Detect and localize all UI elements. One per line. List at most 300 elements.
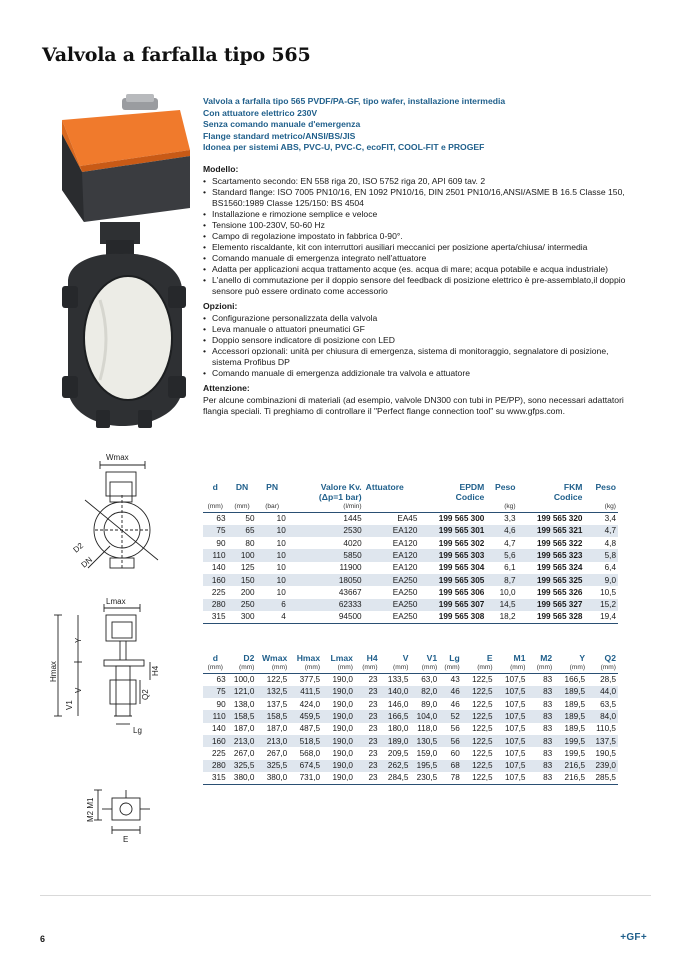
table-cell: 122,5 (472, 748, 493, 758)
table-cell: 118,0 (417, 724, 438, 734)
label-y: Y (74, 637, 83, 643)
table-cell: EA120 (364, 525, 420, 537)
table-cell: 190,0 (332, 699, 353, 709)
table-row (203, 537, 618, 549)
table-cell: 225 (211, 587, 226, 597)
column-header (257, 492, 288, 502)
column-unit: (mm) (234, 503, 250, 510)
table-header-row (203, 482, 618, 492)
table-cell: 267,0 (266, 748, 288, 758)
column-header (486, 492, 517, 502)
column-header (364, 492, 420, 502)
attenzione-text: Per alcune combinazioni di materiali (ad esempio, valvole DN300 con tubi in PE/PP), sono necessari adattatori flangia speciali. Ti preghiamo di controllare il "Perfect flange connection tool" su www.gfps.com. (203, 394, 624, 416)
column-header: M2 (540, 653, 553, 663)
table-cell: 10 (257, 525, 288, 537)
column-header (228, 492, 257, 502)
table-cell: 10 (276, 563, 286, 573)
column-unit: (mm) (536, 664, 553, 671)
table-cell: 200 (240, 587, 255, 597)
label-hmax: Hmax (49, 661, 58, 682)
table-cell: 122,5 (462, 674, 495, 686)
table-cell: 239,0 (587, 760, 618, 772)
table-cell: 78 (439, 772, 462, 784)
table-cell: 107,5 (504, 748, 526, 758)
list-item: • Adatta per applicazioni acqua trattamento acque (es. acqua di mare; acqua potabile e acqua industriale) (203, 264, 628, 275)
table-unit-row (203, 663, 618, 674)
column-unit: (mm) (510, 664, 526, 671)
table-row (203, 735, 618, 747)
table-cell: 190,0 (322, 760, 355, 772)
heading-line: Flange standard metrico/ANSI/BS/JIS (203, 130, 356, 141)
table-cell: 199 565 325 (518, 574, 585, 586)
table-cell: 122,5 (472, 699, 493, 709)
column-header: V (402, 653, 409, 663)
table-cell: 4,8 (604, 538, 616, 548)
table-cell: 380,0 (228, 772, 257, 784)
table-cell: 122,5 (472, 724, 493, 734)
table-cell: 122,5 (462, 772, 495, 784)
table-cell: 158,5 (228, 710, 257, 722)
table-cell: 122,5 (462, 760, 495, 772)
column-unit (364, 502, 420, 513)
table-cell: 213,0 (256, 735, 289, 747)
table-cell: 14,5 (486, 599, 517, 611)
table-cell: 3,3 (486, 513, 517, 525)
table-cell: 190,0 (332, 748, 353, 758)
column-unit (518, 502, 585, 513)
table-cell: 83 (527, 772, 554, 784)
table-cell: 46 (450, 699, 460, 709)
table-cell: 199 565 327 (518, 599, 585, 611)
opzioni-list (203, 313, 628, 379)
table-cell: 187,0 (266, 724, 288, 734)
table-cell: 487,5 (299, 724, 321, 734)
table-cell: 731,0 (289, 772, 322, 784)
column-header: D2 (243, 653, 255, 663)
table-row (203, 586, 618, 598)
table-cell: 107,5 (495, 686, 528, 698)
table-cell: 9,0 (584, 574, 618, 586)
table-cell: 56 (439, 735, 462, 747)
table-cell: 63,5 (600, 699, 616, 709)
table-cell: 4,7 (584, 525, 618, 537)
column-header (203, 492, 228, 502)
table-cell: 284,5 (380, 772, 411, 784)
table-cell: 107,5 (504, 699, 526, 709)
table-cell: 199 565 305 (419, 574, 486, 586)
label-dn: DN (79, 555, 95, 570)
table-cell: 100,0 (228, 674, 257, 686)
list-item: • Installazione e rimozione semplice e veloce (203, 209, 628, 220)
table-cell: EA250 (364, 574, 420, 586)
table-cell: 23 (355, 686, 380, 698)
column-unit: (mm) (362, 664, 378, 671)
column-header: EPDM (459, 482, 485, 492)
table-cell: 216,5 (554, 760, 587, 772)
table-cell: 43667 (338, 587, 362, 597)
table-cell: 199 565 323 (518, 549, 585, 561)
table-cell: 133,5 (380, 674, 411, 686)
table-cell: 300 (228, 611, 257, 623)
table-cell: 107,5 (495, 772, 528, 784)
table-cell: 189,5 (564, 699, 586, 709)
page-title: Valvola a farfalla tipo 565 (42, 44, 311, 66)
table-cell: 122,5 (256, 674, 289, 686)
table-cell: 190,0 (322, 772, 355, 784)
table-row (203, 747, 618, 759)
table-cell: EA250 (364, 611, 420, 623)
table-cell: 199 565 328 (518, 611, 585, 623)
table-cell: 138,0 (233, 699, 255, 709)
table-cell: 518,5 (289, 735, 322, 747)
label-lmax: Lmax (106, 597, 126, 606)
column-header: Codice (553, 492, 583, 502)
table-cell: 674,5 (289, 760, 322, 772)
table-cell: 137,5 (587, 735, 618, 747)
table-cell: EA250 (392, 587, 418, 597)
table-cell: 23 (368, 748, 378, 758)
column-header: Peso (595, 482, 616, 492)
table-cell: 199 565 324 (536, 563, 583, 573)
table-cell: 89,0 (421, 699, 438, 709)
column-unit: (mm) (569, 664, 586, 671)
table-cell: 83 (527, 710, 554, 722)
modello-title: Modello: (203, 163, 239, 174)
table-cell: 107,5 (495, 710, 528, 722)
table-cell: 56 (450, 724, 460, 734)
list-item: • Doppio sensore indicatore di posizione con LED (203, 335, 628, 346)
table-cell: 23 (355, 710, 380, 722)
table-cell: 18050 (288, 574, 364, 586)
list-item: • L'anello di commutazione per il doppio sensore del feedback di posizione elettrico è pre-assemblato,il doppio sensore può essere ordinato come accessorio (203, 275, 628, 297)
table-cell: 377,5 (289, 674, 322, 686)
table-cell: 159,0 (416, 748, 438, 758)
table-cell: 424,0 (299, 699, 321, 709)
table-row (203, 772, 618, 784)
table-cell: 4,7 (504, 538, 516, 548)
list-item: • Scartamento secondo: EN 558 riga 20, ISO 5752 riga 20, API 609 tav. 2 (203, 176, 628, 187)
table-cell: 107,5 (495, 674, 528, 686)
column-unit (419, 502, 486, 513)
table-cell: 23 (368, 699, 378, 709)
table-cell: 199 565 300 (419, 513, 486, 525)
label-m2m1: M2 M1 (86, 797, 95, 822)
table-cell: 23 (355, 674, 380, 686)
table-cell: 190,0 (332, 724, 353, 734)
column-header: E (486, 653, 493, 663)
label-q2: Q2 (141, 689, 150, 700)
table-cell: 125 (240, 563, 255, 573)
column-unit: (l/min) (343, 503, 362, 510)
table-cell: 6 (257, 599, 288, 611)
table-cell: 6,1 (504, 563, 516, 573)
table-body (203, 513, 618, 624)
table-cell: 80 (245, 538, 255, 548)
table-cell: 459,5 (289, 710, 322, 722)
table-cell: 199 565 307 (419, 599, 486, 611)
table-cell: 190,0 (322, 674, 355, 686)
gf-logo: +GF+ (620, 932, 647, 943)
column-header: V1 (426, 653, 438, 663)
table-cell: 150 (228, 574, 257, 586)
table-cell: 199 565 320 (518, 513, 585, 525)
table-row (203, 710, 618, 722)
table-cell: 315 (203, 772, 228, 784)
table-cell: 23 (355, 735, 380, 747)
table-row (203, 513, 618, 525)
column-unit: (mm) (207, 664, 224, 671)
table-cell: 5,8 (584, 549, 618, 561)
table-header-row (203, 492, 618, 502)
table-cell: 23 (355, 772, 380, 784)
column-header: d (212, 653, 218, 663)
table-cell: 137,5 (266, 699, 288, 709)
table-row (203, 723, 618, 735)
table-cell: 90 (216, 538, 226, 548)
dimensions-table (203, 653, 618, 785)
table-cell: 122,5 (462, 710, 495, 722)
column-header: FKM (563, 482, 583, 492)
heading-line: Idonea per sistemi ABS, PVC-U, PVC-C, ecoFIT, COOL-FIT e PROGEF (203, 142, 485, 152)
drawing-top-view (85, 461, 158, 570)
column-unit: (mm) (239, 664, 255, 671)
table-header-row (203, 653, 618, 663)
table-cell: 4 (257, 611, 288, 623)
table-cell: 63 (203, 513, 228, 525)
table-cell: 5,6 (486, 549, 517, 561)
label-v: V (74, 687, 83, 693)
table-cell: 62333 (288, 599, 364, 611)
table-cell: 140 (211, 724, 226, 734)
table-cell: 216,5 (554, 772, 587, 784)
column-unit: (mm) (337, 664, 353, 671)
table-cell: 83 (527, 760, 554, 772)
table-cell: 280 (203, 599, 228, 611)
list-item: • Tensione 100-230V, 50-60 Hz (203, 220, 628, 231)
column-unit: (mm) (207, 503, 223, 510)
table-cell: 3,4 (584, 513, 618, 525)
table-cell: 107,5 (495, 760, 528, 772)
column-header: Attuatore (365, 482, 404, 492)
column-header: PN (266, 482, 279, 492)
column-unit: (mm) (477, 664, 493, 671)
heading-line: Senza comando manuale d'emergenza (203, 119, 361, 129)
table-row (203, 698, 618, 710)
table-cell: 160 (203, 574, 228, 586)
table-cell: 83 (543, 699, 553, 709)
table-cell: 1445 (288, 513, 364, 525)
label-e: E (123, 835, 129, 844)
list-item: • Campo di regolazione impostato in fabbrica 0-90°. (203, 231, 628, 242)
table-cell: 23 (355, 760, 380, 772)
heading-line: Con attuatore elettrico 230V (203, 107, 318, 118)
table-cell: 90 (216, 699, 226, 709)
attenzione-title: Attenzione: (203, 382, 250, 393)
table-cell: 104,0 (410, 710, 439, 722)
table-cell: 158,5 (256, 710, 289, 722)
table-cell: 199,5 (564, 748, 586, 758)
column-header: Wmax (261, 653, 288, 663)
table-row (203, 525, 618, 537)
table-cell: 189,5 (554, 686, 587, 698)
table-cell: 199 565 304 (438, 563, 485, 573)
table-cell: 110 (203, 710, 228, 722)
table-cell: 166,5 (380, 710, 411, 722)
table-cell: 190,0 (322, 710, 355, 722)
table-cell: 10 (276, 538, 286, 548)
label-h4: H4 (151, 665, 160, 676)
table-cell: EA45 (364, 513, 420, 525)
table-row (203, 686, 618, 698)
table-cell: 68 (439, 760, 462, 772)
table-cell: 199 565 308 (419, 611, 486, 623)
table-cell: 199 565 321 (518, 525, 585, 537)
column-header: Q2 (604, 653, 616, 663)
column-unit: (mm) (421, 664, 438, 671)
table-cell: 83 (527, 686, 554, 698)
table-cell: 325,5 (228, 760, 257, 772)
table-cell: 325,5 (256, 760, 289, 772)
column-header: Peso (495, 482, 516, 492)
page-number: 6 (40, 934, 46, 944)
column-header: d (212, 482, 218, 492)
table-cell: 230,5 (410, 772, 439, 784)
table-cell: 199,5 (554, 735, 587, 747)
table-cell: 44,0 (587, 686, 618, 698)
table-cell: 568,0 (299, 748, 321, 758)
opzioni-title: Opzioni: (203, 300, 238, 311)
column-header: Hmax (296, 653, 321, 663)
table-cell: 285,5 (587, 772, 618, 784)
table-cell: 166,5 (554, 674, 587, 686)
table-cell: EA120 (392, 563, 418, 573)
table-cell: 46 (439, 686, 462, 698)
table-cell: 380,0 (256, 772, 289, 784)
table-row (203, 599, 618, 611)
label-lg: Lg (133, 726, 142, 735)
table-cell: 130,5 (410, 735, 439, 747)
table-cell: 110,5 (596, 724, 616, 734)
label-v1: V1 (65, 700, 74, 710)
table-cell: 83 (543, 724, 553, 734)
table-cell: 315 (203, 611, 228, 623)
table-cell: 15,2 (584, 599, 618, 611)
list-item: • Comando manuale di emergenza integrato nell'attuatore (203, 253, 628, 264)
table-cell: 146,0 (387, 699, 409, 709)
heading-block (203, 96, 628, 154)
table-row (203, 574, 618, 586)
table-cell: 4,6 (486, 525, 517, 537)
left-illustrations (40, 90, 195, 875)
table-cell: EA250 (364, 599, 420, 611)
table-cell: 18,2 (486, 611, 517, 623)
table-row (203, 760, 618, 772)
table-cell: 10 (257, 549, 288, 561)
table-cell: 65 (228, 525, 257, 537)
column-unit: (mm) (304, 664, 321, 671)
table-cell: 10 (257, 574, 288, 586)
column-unit: (kg) (504, 503, 516, 510)
table-cell: 107,5 (495, 735, 528, 747)
column-header: Y (579, 653, 586, 663)
description-column (203, 96, 628, 417)
column-header: (Δp=1 bar) (318, 492, 362, 502)
table-cell: 28,5 (587, 674, 618, 686)
table-row (203, 549, 618, 561)
table-cell: 160 (203, 735, 228, 747)
table-cell: 75 (203, 686, 228, 698)
table-cell: 190,5 (595, 748, 616, 758)
table-row (203, 611, 618, 623)
column-header: Valore Kv. (320, 482, 362, 492)
table-cell: EA120 (392, 538, 418, 548)
table-cell: 213,0 (228, 735, 257, 747)
column-header (584, 492, 618, 502)
table-cell: 5850 (288, 549, 364, 561)
table-cell: 122,5 (462, 735, 495, 747)
table-cell: 411,5 (289, 686, 322, 698)
table-cell: 43 (439, 674, 462, 686)
table-cell: 122,5 (462, 686, 495, 698)
table-unit-row (203, 502, 618, 513)
table-cell: 195,5 (410, 760, 439, 772)
table-cell: 225 (211, 748, 226, 758)
label-wmax: Wmax (106, 453, 129, 462)
column-header: Lg (449, 653, 460, 663)
label-d2: D2 (71, 541, 86, 555)
modello-list (203, 176, 628, 297)
table-row (203, 674, 618, 686)
table-cell: 199 565 303 (419, 549, 486, 561)
list-item: • Accessori opzionali: unità per chiusura di emergenza, sistema di monitoraggio, segnalatore di posizione, sistema Profibus DP (203, 346, 628, 368)
table-cell: 209,5 (387, 748, 409, 758)
table-cell: 82,0 (410, 686, 439, 698)
column-unit: (kg) (604, 503, 616, 510)
table-cell: 10 (276, 587, 286, 597)
column-header: Codice (455, 492, 485, 502)
table-row (203, 562, 618, 574)
column-header: Lmax (330, 653, 353, 663)
table-cell: 107,5 (504, 724, 526, 734)
table-cell: 10 (257, 513, 288, 525)
column-unit: (bar) (265, 503, 280, 510)
table-cell: 4020 (343, 538, 362, 548)
table-cell: 189,5 (564, 724, 586, 734)
table-cell: 52 (439, 710, 462, 722)
table-cell: 190,0 (322, 686, 355, 698)
table-cell: 2530 (288, 525, 364, 537)
table-cell: 199 565 326 (536, 587, 583, 597)
column-header: M1 (513, 653, 526, 663)
table-cell: EA120 (364, 549, 420, 561)
table-cell: 199 565 306 (438, 587, 485, 597)
table-cell: 189,5 (554, 710, 587, 722)
table-cell: 199 565 302 (438, 538, 485, 548)
table-cell: 23 (368, 724, 378, 734)
table-cell: 132,5 (256, 686, 289, 698)
product-photo (40, 90, 195, 870)
table-cell: 63 (203, 674, 228, 686)
heading-line: Valvola a farfalla tipo 565 PVDF/PA-GF, tipo wafer, installazione intermedia (203, 96, 506, 106)
list-item: • Elemento riscaldante, kit con interruttori ausiliari meccanici per posizione aperta/chiusa/ intermedia (203, 242, 628, 253)
table-cell: 140 (211, 563, 226, 573)
table-cell: 180,0 (387, 724, 409, 734)
column-unit: (mm) (600, 664, 616, 671)
codes-table (203, 482, 618, 624)
column-unit: (mm) (393, 664, 409, 671)
table-cell: 189,0 (380, 735, 411, 747)
table-cell: 50 (228, 513, 257, 525)
